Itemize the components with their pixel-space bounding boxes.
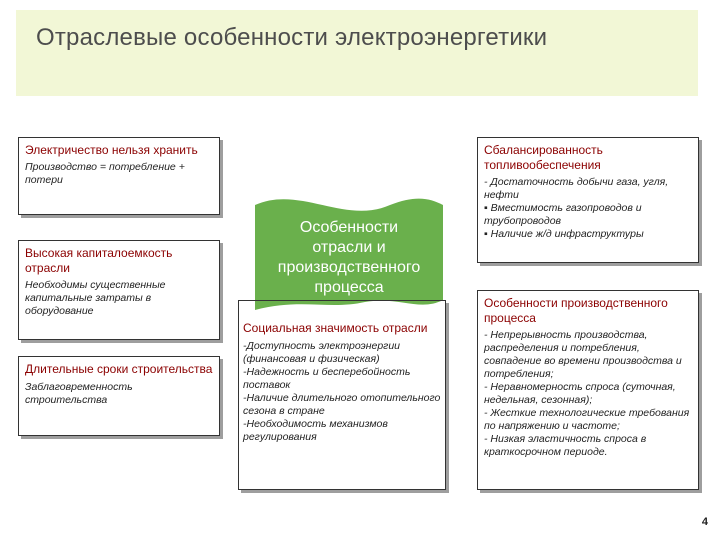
- social-item: -Необходимость механизмов регулирования: [243, 418, 388, 443]
- box-social: [238, 300, 446, 490]
- page-number: 4: [701, 516, 708, 528]
- box-social-title: Социальная значимость отрасли: [243, 321, 428, 335]
- box-process-list: [484, 329, 692, 459]
- process-item: - Низкая эластичность спроса в краткосрочном периоде.: [484, 433, 647, 458]
- box-storage-subtitle: Производство = потребление + потери: [25, 161, 185, 186]
- box-social-list: [243, 340, 441, 444]
- box-construction-title: Длительные сроки строительства: [25, 362, 213, 376]
- box-storage-title: Электричество нельзя хранить: [25, 143, 198, 157]
- process-item: - Непрерывность производства, распределения и потребления, совпадение во времени производства и потребления;: [484, 329, 682, 380]
- banner-line-4: процесса: [314, 279, 384, 296]
- box-fuel-list: [484, 176, 692, 241]
- fuel-item: - Достаточность добычи газа, угля, нефти: [484, 176, 669, 201]
- box-process: [477, 290, 699, 490]
- social-item: -Доступность электроэнергии (финансовая и физическая): [243, 340, 401, 365]
- banner-line-2: отрасли и: [312, 239, 386, 256]
- fuel-item: ▪ Наличие ж/д инфраструктуры: [484, 228, 644, 240]
- slide-title: Отраслевые особенности электроэнергетики: [36, 24, 548, 51]
- box-capital-subtitle: Необходимы существенные капитальные затраты в оборудование: [25, 279, 166, 317]
- process-item: - Неравномерность спроса (суточная, недельная, сезонная);: [484, 381, 676, 406]
- banner-line-3: производственного: [277, 259, 421, 276]
- box-fuel-title: Сбалансированность топливообеспечения: [484, 143, 603, 172]
- box-capital-title: Высокая капиталоемкость отрасли: [25, 246, 173, 275]
- fuel-item: ▪ Вместимость газопроводов и трубопроводов: [484, 202, 642, 227]
- social-item: -Наличие длительного отопительного сезона в стране: [243, 392, 441, 417]
- banner-text: [255, 218, 443, 298]
- box-fuel: [477, 137, 699, 263]
- process-item: - Жесткие технологические требования по напряжению и частоте;: [484, 407, 690, 432]
- box-construction-subtitle: Заблаговременность строительства: [25, 381, 133, 406]
- banner-line-1: Особенности: [299, 219, 399, 236]
- social-item: -Надежность и бесперебойность поставок: [243, 366, 411, 391]
- box-process-title: Особенности производственного процесса: [484, 296, 668, 325]
